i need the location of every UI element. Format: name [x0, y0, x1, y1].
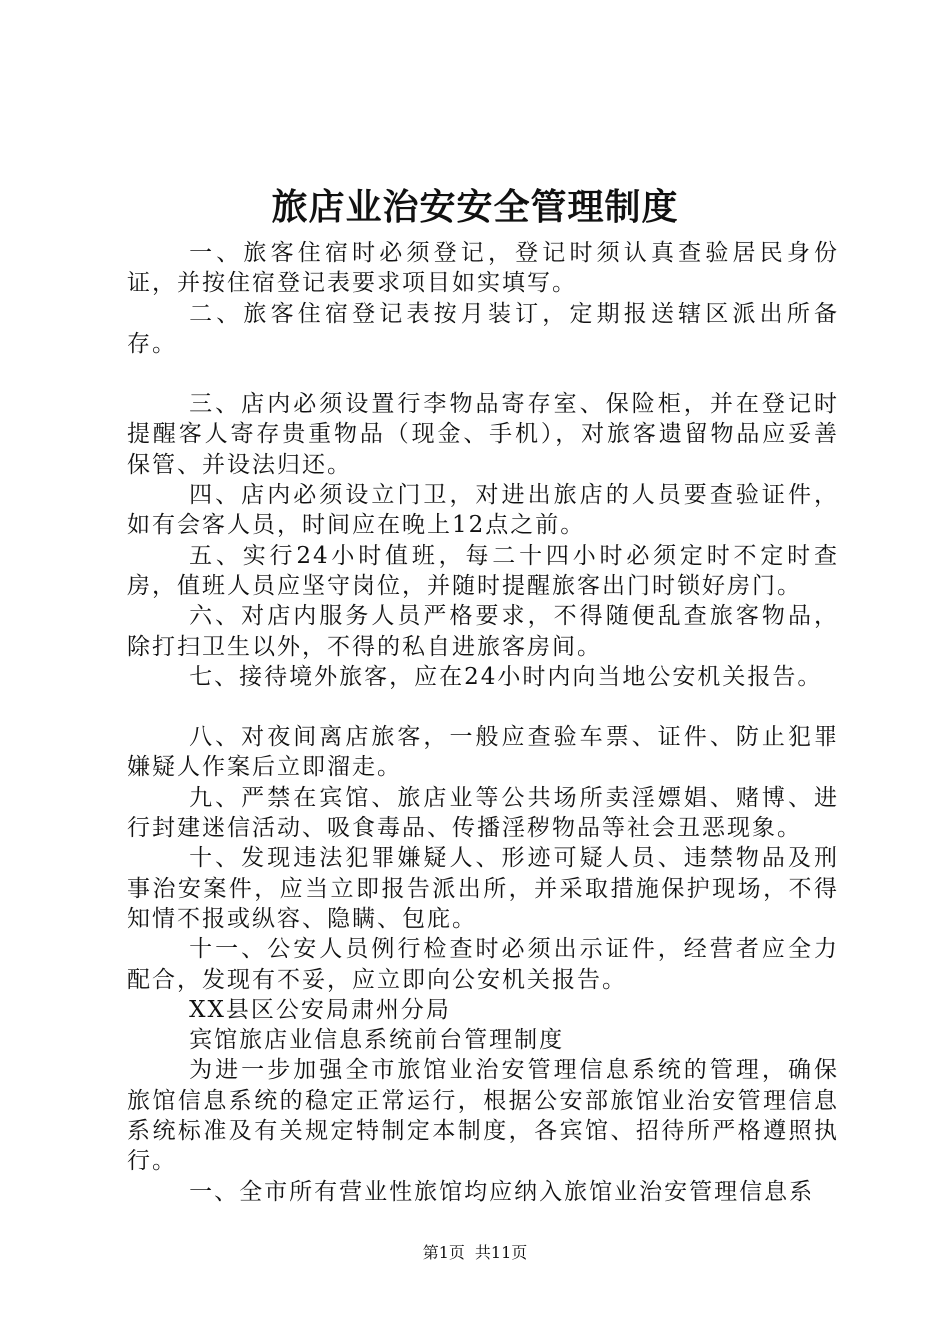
page-title: 旅店业治安安全管理制度 — [271, 186, 679, 228]
intro-paragraph: 为进一步加强全市旅馆业治安管理信息系统的管理，确保旅馆信息系统的稳定正常运行，根据公安部旅馆业治安管理信息系统标准及有关规定特制定本制度，各宾馆、招待所严格遵照执行。 — [127, 1057, 839, 1175]
paragraph-6: 六、对店内服务人员严格要求，不得随便乱查旅客物品，除打扫卫生以外，不得的私自进旅客房间。 — [127, 603, 839, 660]
paragraph-9: 九、严禁在宾馆、旅店业等公共场所卖淫嫖娼、赌博、进行封建迷信活动、吸食毒品、传播淫秽物品等社会丑恶现象。 — [127, 784, 839, 842]
page-number: 第1页 — [422, 1243, 465, 1262]
paragraph-8: 八、对夜间离店旅客，一般应查验车票、证件、防止犯罪嫌疑人作案后立即溜走。 — [127, 724, 839, 781]
section-heading: 宾馆旅店业信息系统前台管理制度 — [189, 1027, 565, 1054]
paragraph-10: 十、发现违法犯罪嫌疑人、形迹可疑人员、违禁物品及刑事治安案件，应当立即报告派出所，并采取措施保护现场，不得知情不报或纵容、隐瞒、包庇。 — [127, 845, 839, 932]
paragraph-7: 七、接待境外旅客，应在24小时内向当地公安机关报告。 — [189, 663, 823, 690]
document-body — [127, 238, 839, 1207]
paragraph-2: 二、旅客住宿登记表按月装订，定期报送辖区派出所备存。 — [127, 300, 839, 357]
page-total: 共11页 — [474, 1243, 528, 1262]
paragraph-11: 十一、公安人员例行检查时必须出示证件，经营者应全力配合，发现有不妥，应立即向公安机关报告。 — [127, 936, 839, 993]
rule-1-paragraph: 一、全市所有营业性旅馆均应纳入旅馆业治安管理信息系 — [189, 1178, 815, 1205]
page-footer — [0, 1243, 950, 1263]
paragraph-3: 三、店内必须设置行李物品寄存室、保险柜，并在登记时提醒客人寄存贵重物品（现金、手机），对旅客遗留物品应妥善保管、并设法归还。 — [127, 391, 839, 478]
paragraph-1: 一、旅客住宿时必须登记，登记时须认真查验居民身份证，并按住宿登记表要求项目如实填写。 — [127, 240, 839, 297]
issuer-line: XX县区公安局肃州分局 — [189, 996, 451, 1023]
paragraph-4: 四、店内必须设立门卫，对进出旅店的人员要查验证件，如有会客人员，时间应在晚上12点之前。 — [127, 482, 839, 539]
paragraph-5: 五、实行24小时值班，每二十四小时必须定时不定时查房，值班人员应坚守岗位，并随时提醒旅客出门时锁好房门。 — [127, 542, 839, 599]
